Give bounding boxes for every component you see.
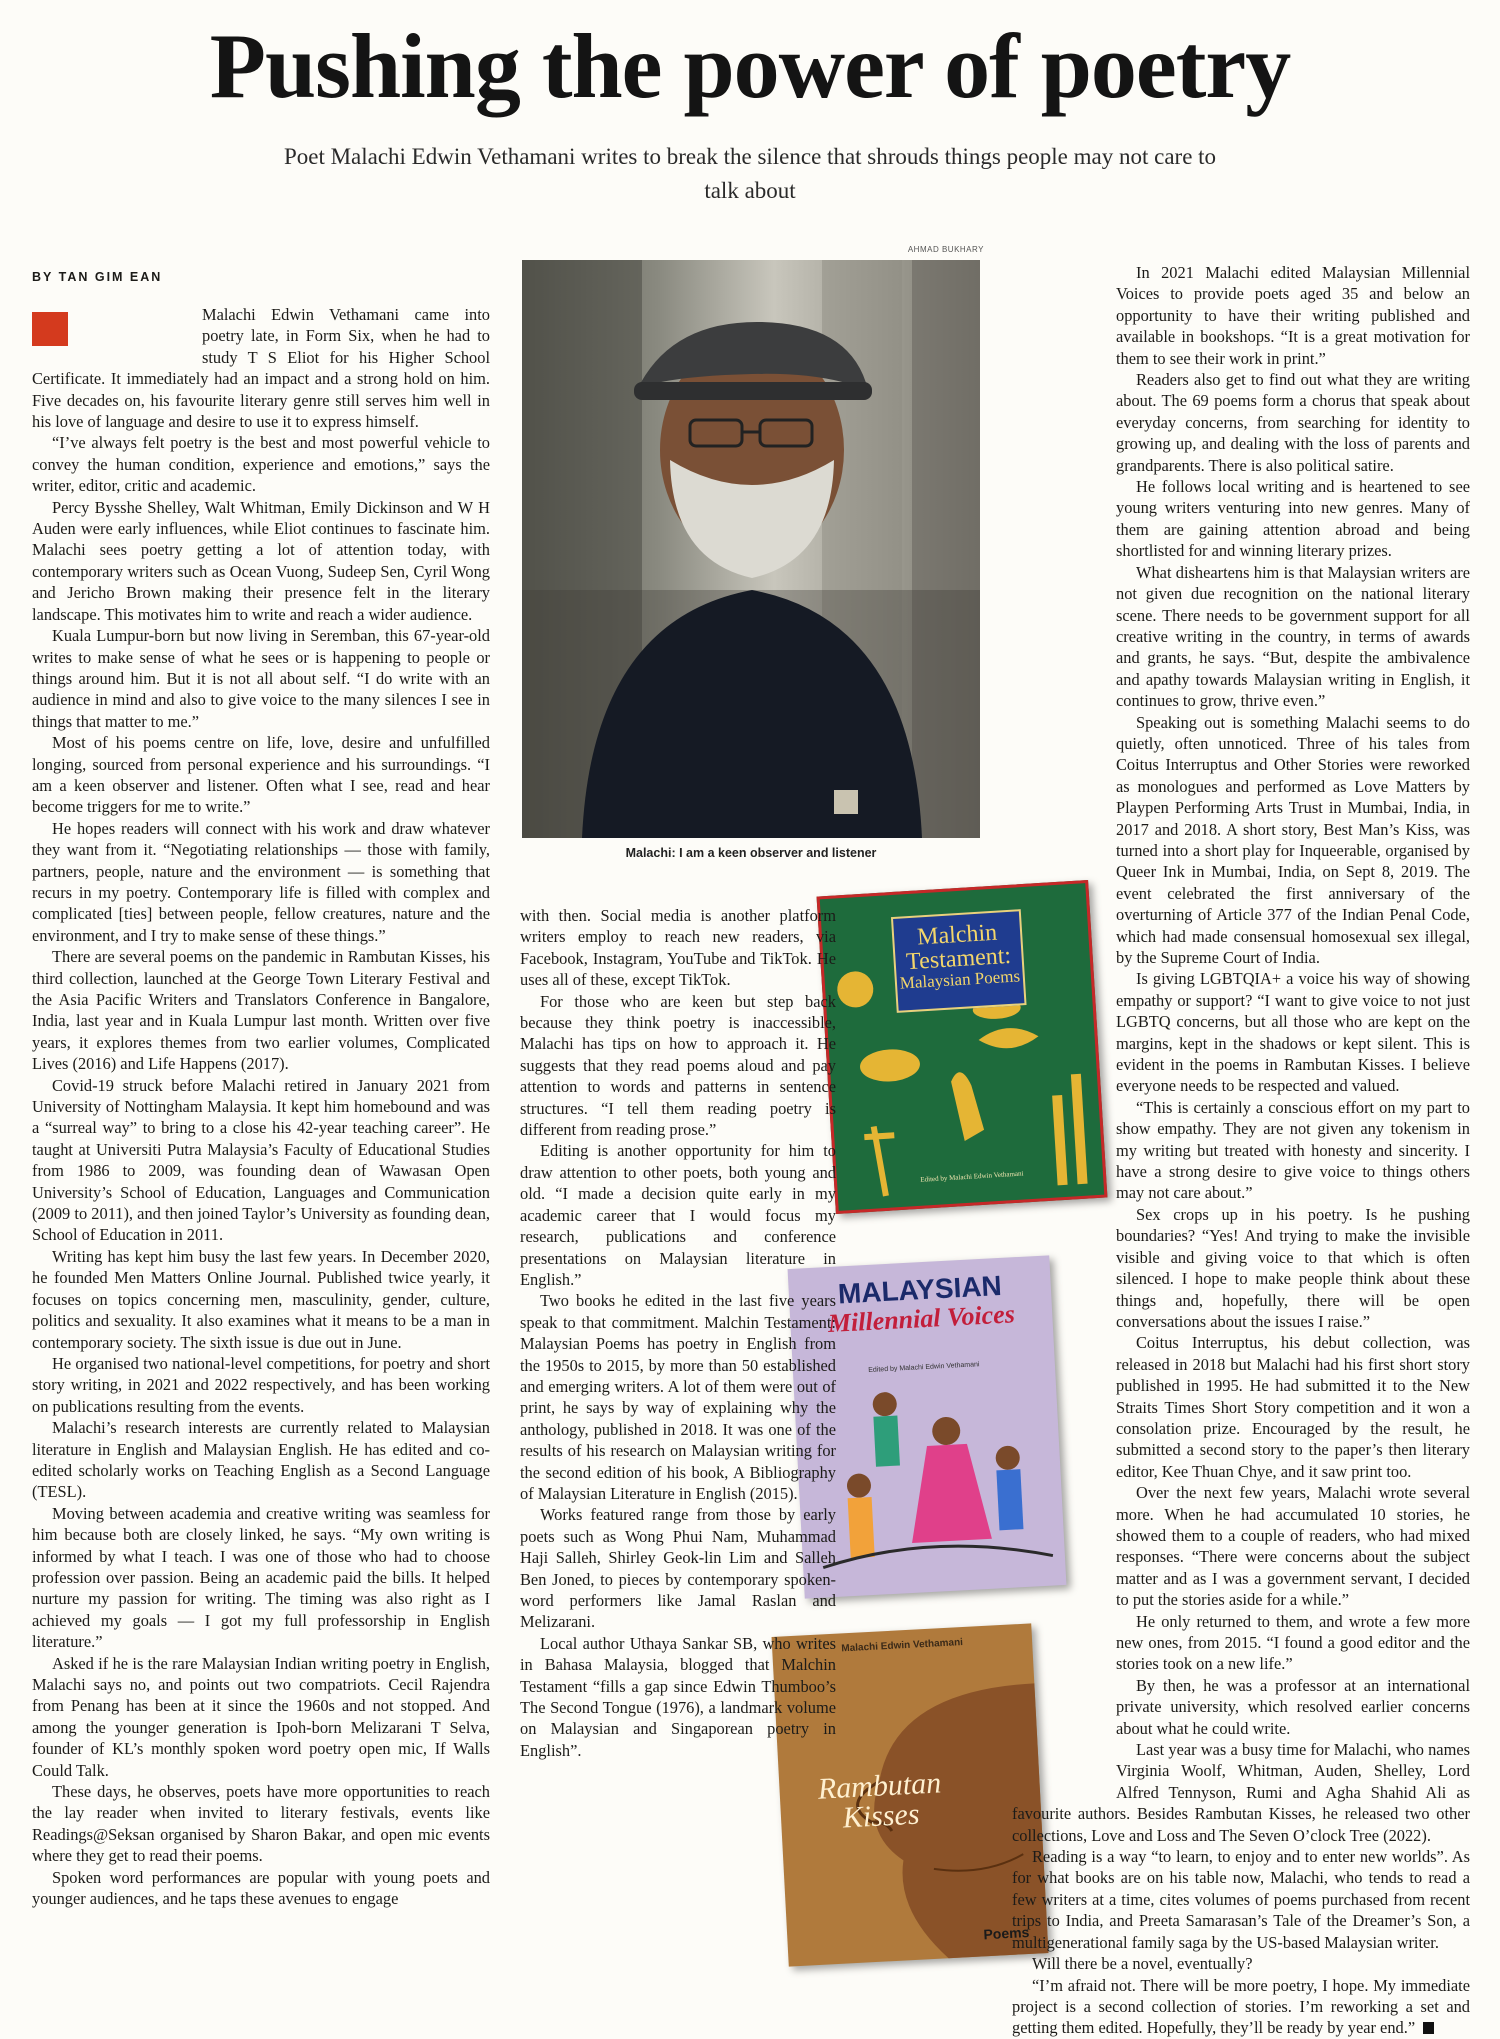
paragraph: Most of his poems centre on life, love, desire and unfulfilled longing, sourced from personal experience and his surroundings. “I am a keen observer and listener. Often what I see, read and hear become triggers for me to write.” — [32, 733, 490, 817]
millennial-subtitle: Millennial Voices — [827, 1299, 1016, 1339]
paragraph: What disheartens him is that Malaysian writers are not given due recognition on the national literary scene. There needs to be government support for all creative writing in the country, in terms of awards and grants, he says. “But, despite the ambivalence and apathy towards Malaysian writing in English, it continues to grow, thrive even.” — [1116, 562, 1470, 711]
paragraph: “I’ve always felt poetry is the best and most powerful vehicle to convey the human condition, experience and emotions,” says the writer, editor, critic and academic. — [32, 433, 490, 496]
photo-credit: AHMAD BUKHARY — [907, 245, 984, 254]
paragraph: There are several poems on the pandemic in Rambutan Kisses, his third collection, launched at the George Town Literary Festival and the Asia Pacific Writers and Translators Conference in Bangalore, India, last year and in Kuala Lumpur last month. Written over five years, it explores themes from two earlier volumes, Complicated Lives (2016) and Life Happens (2017). — [32, 947, 490, 1074]
paragraph: Last year was a busy time for Malachi, who names Virginia Woolf, Whitman, Auden, Shelley, Lord Alfred Tennyson, Rumi and Agha Shahid Ali as favourite authors. Besides Rambutan Kisses, he released two other collections, Love and Loss and The Seven O’clock Tree (2022). — [1012, 1740, 1470, 1845]
paragraph: Asked if he is the rare Malaysian Indian writing poetry in English, Malachi says no, and points out two compatriots. Cecil Rajendra from Penang has been at it since the 1960s and not stopped. And among the younger generation is Ipoh-born Melizarani T Selva, founder of KL’s monthly spoken word poetry open mic, If Walls Could Talk. — [32, 1653, 490, 1780]
column-1 — [32, 304, 490, 1984]
paragraph: Coitus Interruptus, his debut collection, was released in 2018 but Malachi had his first short story published in 1995. He had submitted it to the New Straits Times Short Story competition and it won a consolation prize. Encouraged by the result, he submitted a second story to the paper’s then literary editor, Kee Thuan Chye, and it saw print too. — [1116, 1333, 1470, 1481]
paragraph: Two books he edited in the last five years speak to that commitment. Malchin Testament: Malaysian Poems has poetry in English from the 1950s to 2015, by more than 50 established and emerging writers. A lot of them were out of print, he says by way of explaining why the anthology, published in 2018. It was one of the results of his research on Malaysian writing for the second edition of his book, A Bibliography of Malaysian Literature in English (2015). — [520, 1291, 836, 1503]
paragraph: Moving between academia and creative writing was seamless for him because both are closely linked, he says. “My own writing is informed by what I teach. I was one of those who had to choose profession over passion. Being an academic paid the bills. It helped nurture my passion for writing. The timing was also right as I achieved my goals — I got my full professorship in English literature.” — [32, 1503, 490, 1652]
end-mark-icon — [1423, 2022, 1434, 2034]
paragraph: “This is certainly a conscious effort on my part to show empathy. They are not given any tokenism in my writing but treated with honesty and sincerity. I have a strong desire to give voice to things others may not care about.” — [1116, 1097, 1470, 1203]
rambutan-title: Rambutan Kisses — [817, 1766, 942, 1835]
malchin-title-box — [891, 909, 1027, 1013]
paragraph: Covid-19 struck before Malachi retired in January 2021 from University of Nottingham Malaysia. It kept him homebound and was a “surreal way” to bring to a close his 42-year teaching career”. He taught at Universiti Putra Malaysia’s Faculty of Educational Studies from 1986 to 2009, was founding dean of Wawasan Open University’s School of Education, Languages and Communication (2009 to 2011), and then joined Taylor’s University as founding dean, School of Education in 2011. — [32, 1075, 490, 1245]
paragraph: Is giving LGBTQIA+ a voice his way of showing empathy or support? “I want to give voice to not just LGBTQ concerns, but all those who are kept on the margins, kept in the shadows or kept silent. This is evident in the poems in Rambutan Kisses. I believe everyone needs to be respected and valued. — [1116, 969, 1470, 1096]
malchin-subtitle: Malaysian Poems — [899, 966, 1021, 993]
paragraph: Works featured range from those by early poets such as Wong Phui Nam, Muhammad Haji Salleh, Shirley Geok-lin Lim and Salleh Ben Joned, to pieces by contemporary spoken-word performers like Jamal Raslan and Melizarani. — [520, 1505, 836, 1632]
millennial-editor: Edited by Malachi Edwin Vethamani — [868, 1361, 980, 1374]
column-3 — [1012, 262, 1470, 2038]
paragraph: Reading is a way “to learn, to enjoy and to enter new worlds”. As for what books are on his table now, Malachi, who tends to read a few writers at a time, cites volumes of poems purchased from recent trips to India, and Preeta Samarasan’s Tale of the Dreamer’s Son, a multigenerational family saga by the US-based Malaysian writer. — [1012, 1847, 1470, 1952]
paragraph: For those who are keen but step back because they think poetry is inaccessible, Malachi has tips on how to approach it. He suggests that they read poems aloud and pay attention to words and patterns in sentence structures. “I tell them reading poetry is different from reading prose.” — [520, 991, 836, 1140]
standfirst: Poet Malachi Edwin Vethamani writes to break the silence that shrouds things people may not care to talk about — [283, 144, 1217, 203]
paragraph: Speaking out is something Malachi seems to do quietly, often unnoticed. Three of his tales from Coitus Interruptus and Other Stories were reworked as monologues and performed as Love Matters by Playpen Performing Arts Trust in Mumbai, India, in 2017 and 2018. A short story, Best Man’s Kiss, was turned into a short play for Inqueerable, organised by Queer Ink in Mumbai, India, on Sept 8, 2019. The event celebrated the first anniversary of the overturning of Article 377 of the Indian Penal Code, which had made consensual homosexual sex illegal, by the Supreme Court of India. — [1116, 712, 1470, 967]
byline: BY TAN GIM EAN — [32, 270, 163, 284]
paragraph: Kuala Lumpur-born but now living in Seremban, this 67-year-old writes to make sense of what he sees or is happening to people or things around him. But it is not all about self. “I do write with an audience in mind and also to give voice to the many silences I see in things that matter to me.” — [32, 626, 490, 731]
rambutan-label: Poems — [983, 1923, 1030, 1943]
paragraph: Readers also get to find out what they are writing about. The 69 poems form a chorus that speak about everyday concerns, from searching for identity to growing up, and dealing with the loss of parents and grandparents. There is also political satire. — [1116, 370, 1470, 475]
paragraph: Malachi’s research interests are currently related to Malaysian literature in English and Malaysian English. He has edited and co-edited scholarly works on Teaching English as a Second Language (TESL). — [32, 1418, 490, 1502]
author-portrait-icon — [522, 260, 980, 838]
paragraph: Will there be a novel, eventually? — [1032, 1954, 1253, 1974]
paragraph: He follows local writing and is heartened to see young writers venturing into new genres. Many of them are gaining attention abroad and being shortlisted for and winning literary prizes. — [1116, 477, 1470, 561]
column-2 — [520, 905, 836, 1985]
paragraph: Writing has kept him busy the last few years. In December 2020, he founded Men Matters Online Journal. Published twice yearly, it focuses on topics concerning men, masculinity, gender, culture, politics and sexuality. It also examines what it means to be a man in contemporary society. The sixth issue is due out in June. — [32, 1246, 490, 1352]
paragraph: with then. Social media is another platform writers employ to reach new readers, via Facebook, Instagram, YouTube and TikTok. He uses all of these, except TikTok. — [520, 906, 836, 990]
paragraph: He only returned to them, and wrote a few more new ones, from 2015. “I found a good editor and the stories took on a new life.” — [1116, 1611, 1470, 1674]
paragraph: Percy Bysshe Shelley, Walt Whitman, Emily Dickinson and W H Auden were early influences, while Eliot continues to fascinate him. Malachi sees poetry getting a lot of attention today, with contemporary writers such as Ocean Vuong, Sudeep Sen, Cyril Wong and Jericho Brown making their presence felt in the literary landscape. This motivates him to write and reach a wider audience. — [32, 497, 490, 624]
paragraph: Local author Uthaya Sankar SB, who writes in Bahasa Malaysia, blogged that Malchin Testament “fills a gap since Edwin Thumboo’s The Second Tongue (1976), a landmark volume on Malaysian and Singaporean poetry in English”. — [520, 1633, 836, 1760]
malchin-title: Malchin Testament: — [905, 919, 1012, 976]
closing-quote-text: “I’m afraid not. There will be more poetry, I hope. My immediate project is a second collection of stories. I’m reworking a set and getting them edited. Hopefully, they’ll be ready by year end.” — [1012, 1975, 1470, 2038]
paragraph: He organised two national-level competitions, for poetry and short story writing, in 2021 and 2022 respectively, and has been working on publications resulting from the events. — [32, 1353, 490, 1416]
photo-caption: Malachi: I am a keen observer and listener — [625, 846, 877, 860]
cover-wrap-space — [1012, 658, 1116, 1798]
malchin-editor: Edited by Malachi Edwin Vethamani — [920, 1169, 1024, 1184]
paragraph: By then, he was a professor at an international private university, which resolved earlier concerns about what he could write. — [1116, 1675, 1470, 1738]
paragraph — [1012, 1975, 1470, 2039]
paragraph: These days, he observes, poets have more opportunities to reach the lay reader when invited to literary festivals, events like Readings@Seksan organised by Sharon Bakar, and open mic events where they get to read their poems. — [32, 1782, 490, 1866]
paragraph: In 2021 Malachi edited Malaysian Millennial Voices to provide poets aged 35 and below an opportunity to have their writing published and available in bookshops. “It is a great motivation for them to see their work in print.” — [1116, 263, 1470, 368]
headline: Pushing the power of poetry — [209, 15, 1291, 117]
paragraph: Malachi Edwin Vethamani came into poetry late, in Form Six, when he had to study T S Eliot for his Higher School Certificate. It immediately had an impact and a strong hold on him. Five decades on, his favourite literary genre still serves him well in his love of language and desire to use it to express himself. — [32, 305, 490, 432]
paragraph: Spoken word performances are popular with young poets and younger audiences, and he taps these avenues to engage — [32, 1867, 490, 1909]
paragraph: Editing is another opportunity for him to draw attention to other poets, both young and old. “I made a decision quite early in my academic career that I would focus my research, publications and conference presentations on Malaysian literature in English.” — [520, 1141, 836, 1289]
author-photo — [522, 260, 980, 838]
paragraph: Over the next few years, Malachi wrote several more. When he had accumulated 10 stories, he showed them to a couple of readers, who had mixed responses. “There were concerns about the subject matter and as I was a government servant, I decided to put the stories aside for a while.” — [1116, 1483, 1470, 1610]
paragraph: He hopes readers will connect with his work and draw whatever they want from it. “Negotiating relationships — those with family, partners, people, nature and the environment — is something that recurs in my poetry. Contemporary life is filled with complex and complicated [ties] between people, fellow creatures, nature and the environment, and I try to make sense of these things.” — [32, 818, 490, 945]
rambutan-author: Malachi Edwin Vethamani — [841, 1637, 964, 1655]
paragraph: Sex crops up in his poetry. Is he pushing boundaries? “Yes! And trying to make the invisible visible and giving voice to that which is often silenced. I hope to make people think about these things and, hopefully, there will be open conversations about the issues I raise.” — [1116, 1204, 1470, 1331]
drop-cap-space — [32, 304, 202, 352]
millennial-title: MALAYSIAN — [837, 1269, 1003, 1310]
